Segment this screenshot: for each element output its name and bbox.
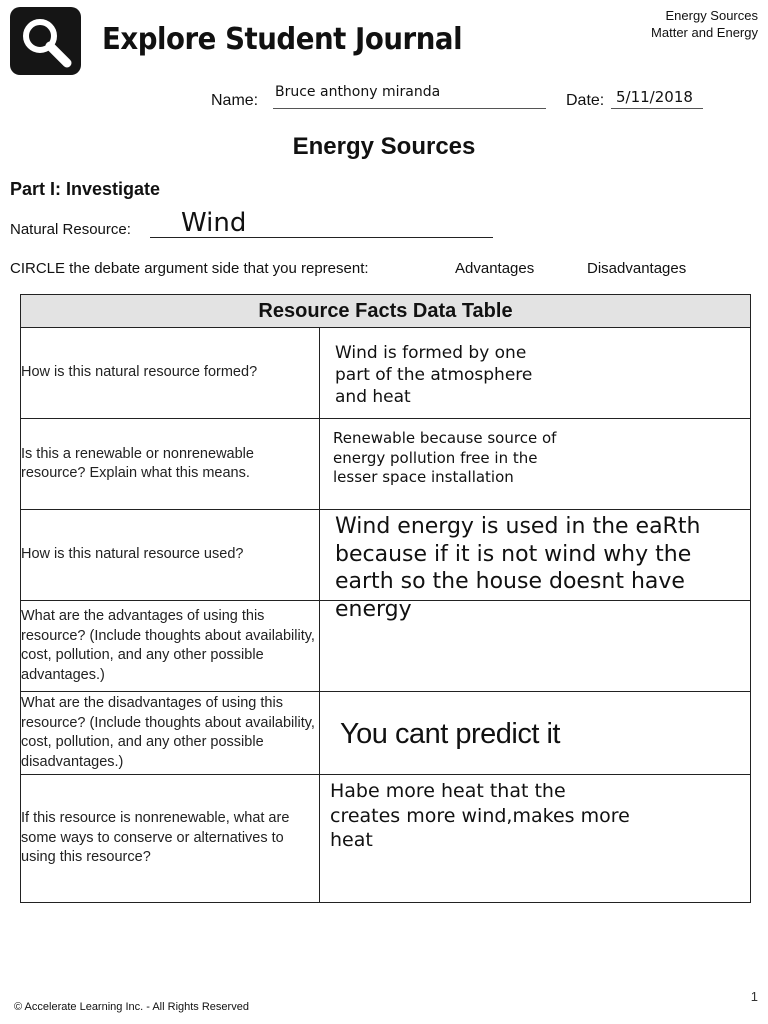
natural-resource-underline [150, 237, 493, 238]
magnifying-glass-icon [10, 7, 81, 75]
logo [10, 7, 81, 75]
answer-cell[interactable] [320, 419, 751, 510]
circle-instruction: CIRCLE the debate argument side that you represent: [10, 260, 369, 277]
disadvantages-option[interactable]: Disadvantages [587, 260, 687, 277]
name-field[interactable]: Bruce anthony miranda [275, 84, 441, 100]
answer-text: Renewable because source of energy pollution free in the lesser space installation [333, 429, 557, 486]
date-underline [611, 108, 703, 109]
table-row [21, 692, 751, 775]
question-cell: What are the advantages of using this resource? (Include thoughts about availability, cost, pollution, and any other possible advantages.) [21, 601, 320, 692]
table-row [21, 419, 751, 510]
table-row [21, 601, 751, 692]
table-row [21, 510, 751, 601]
table-title: Resource Facts Data Table [21, 295, 751, 328]
page-title: Energy Sources [292, 133, 476, 160]
part-heading: Part I: Investigate [10, 179, 161, 199]
advantages-option[interactable]: Advantages [455, 260, 535, 277]
question-cell: How is this natural resource used? [21, 510, 320, 601]
date-field[interactable]: 5/11/2018 [616, 88, 693, 106]
question-cell: What are the disadvantages of using this resource? (Include thoughts about availability, cost, pollution, and any other possible disadvantages.) [21, 692, 320, 775]
date-label: Date: [566, 92, 605, 109]
table-row [21, 328, 751, 419]
unit-line: Matter and Energy [651, 25, 758, 40]
name-label: Name: [211, 92, 259, 109]
topic-labels [651, 7, 758, 41]
table-row [21, 775, 751, 903]
answer-cell[interactable] [320, 775, 751, 903]
question-cell: If this resource is nonrenewable, what are some ways to conserve or alternatives to using this resource? [21, 775, 320, 903]
question-cell: How is this natural resource formed? [21, 328, 320, 419]
answer-cell[interactable] [320, 692, 751, 775]
answer-cell[interactable] [320, 601, 751, 692]
page-number: 1 [750, 989, 758, 1004]
answer-cell[interactable] [320, 510, 751, 622]
answer-text: Habe more heat that the creates more wind,makes more heat [330, 780, 630, 851]
copyright-notice: © Accelerate Learning Inc. - All Rights Reserved [14, 1001, 249, 1013]
natural-resource-field[interactable]: Wind [181, 208, 247, 238]
journal-title: Explore Student Journal [102, 22, 463, 57]
answer-text: You cant predict it [340, 718, 560, 750]
name-underline [273, 108, 546, 109]
question-cell: Is this a renewable or nonrenewable resource? Explain what this means. [21, 419, 320, 510]
topic-line: Energy Sources [665, 8, 758, 23]
answer-text: Wind is formed by one part of the atmosphere and heat [335, 343, 533, 407]
answer-text: Wind energy is used in the eaRth because if it is not wind why the earth so the house doesnt have energy [335, 514, 701, 622]
natural-resource-label: Natural Resource: [10, 221, 131, 238]
resource-facts-table [20, 294, 751, 903]
answer-cell[interactable] [320, 328, 751, 419]
